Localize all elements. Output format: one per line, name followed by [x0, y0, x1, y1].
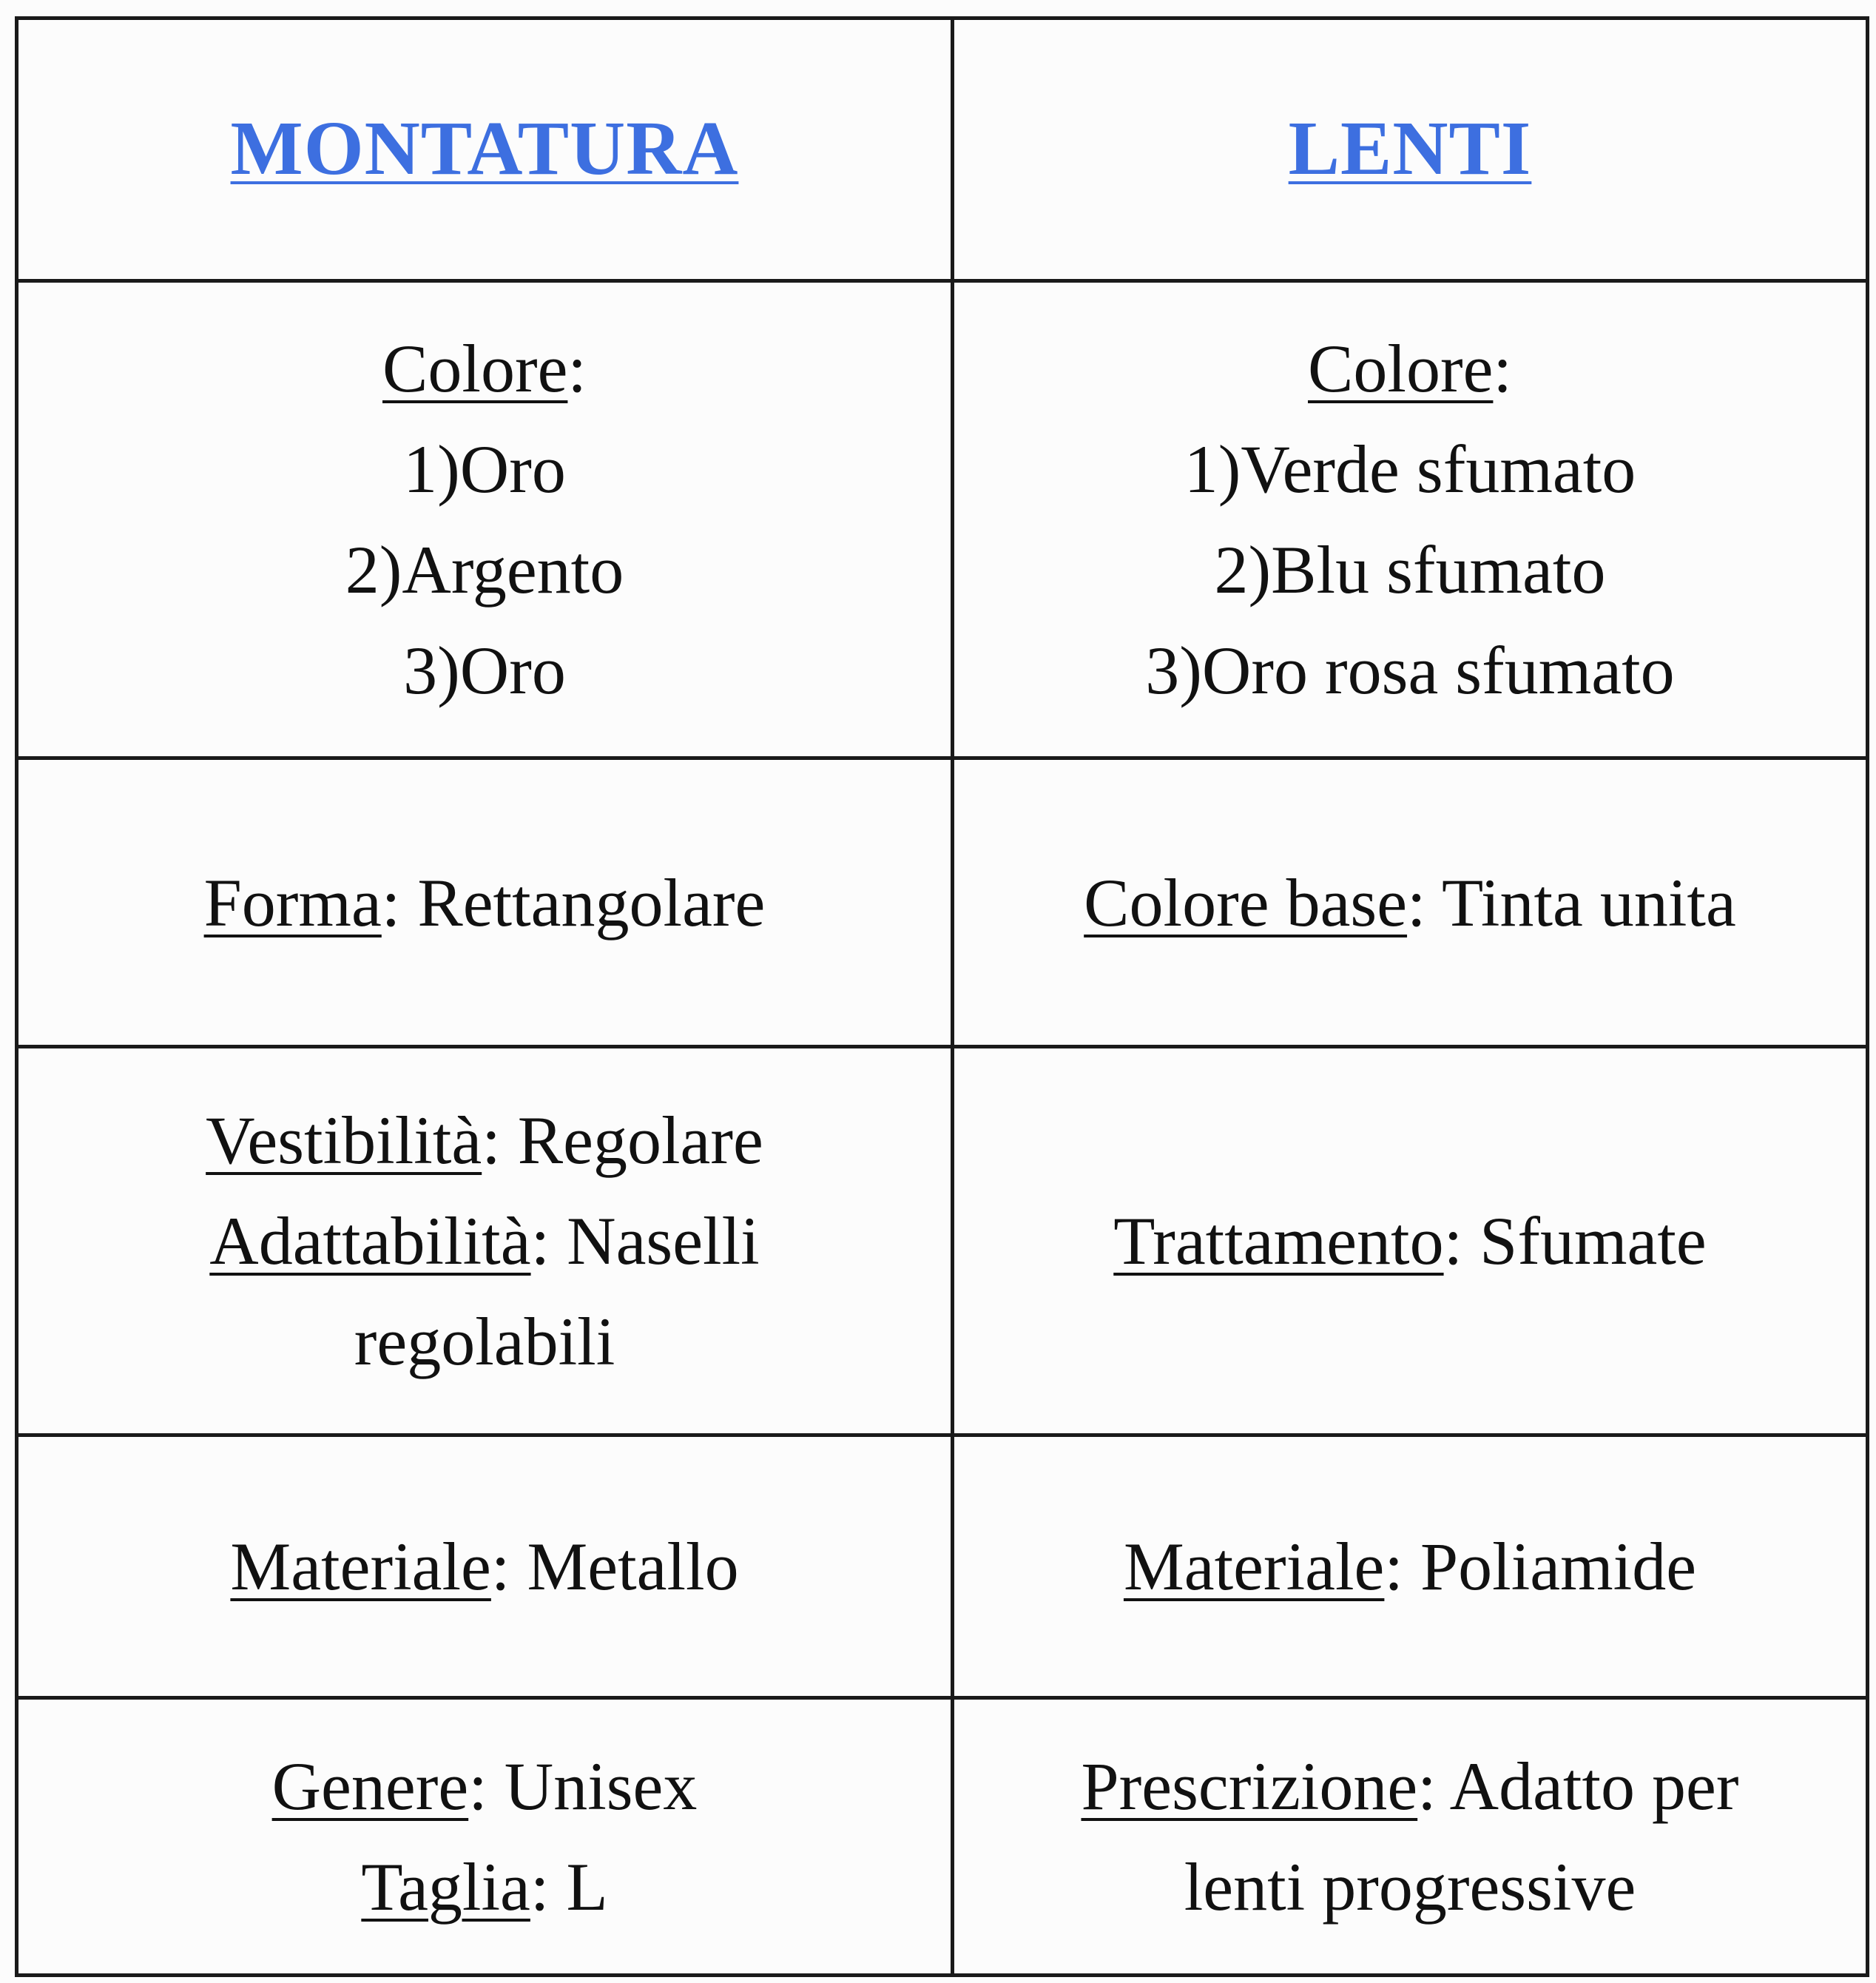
frame-size-line: Taglia: L	[361, 1849, 608, 1925]
frame-material-label: Materiale	[230, 1529, 491, 1604]
frame-material-cell: Materiale: Metallo	[17, 1435, 953, 1698]
lenses-prescription-value-1: Adatto per	[1449, 1748, 1739, 1824]
frame-gender-cell	[17, 1698, 953, 1976]
lenses-treatment-label: Trattamento	[1113, 1203, 1444, 1279]
lenses-color-1: 1)Verde sfumato	[1184, 431, 1636, 507]
lenses-material-value: Poliamide	[1420, 1529, 1697, 1604]
frame-fit-line: Vestibilità: Regolare	[206, 1102, 763, 1178]
frame-adapt-value-2: regolabili	[354, 1304, 615, 1379]
lenses-prescription-line: Prescrizione: Adatto per	[1081, 1748, 1739, 1824]
lenses-color-label: Colore	[1308, 331, 1494, 406]
lenses-color-3: 3)Oro rosa sfumato	[1145, 633, 1675, 708]
material-row	[17, 1435, 1868, 1698]
header-cell-lenses	[953, 18, 1868, 281]
frame-size-label: Taglia	[361, 1849, 530, 1925]
frame-color-title: Colore:	[382, 331, 587, 406]
frame-fit-label: Vestibilità	[206, 1102, 482, 1178]
spec-table	[15, 16, 1869, 1977]
lenses-prescription-value-2: lenti progressive	[1184, 1849, 1636, 1925]
lenses-treatment-value: Sfumate	[1479, 1203, 1707, 1279]
frame-color-3: 3)Oro	[403, 633, 566, 708]
frame-shape-value: Rettangolare	[417, 864, 766, 940]
lenses-base-cell: Colore base: Tinta unita	[953, 758, 1868, 1047]
lenses-base-label: Colore base	[1084, 864, 1408, 940]
lenses-prescription-label: Prescrizione	[1081, 1748, 1418, 1824]
lenses-header: LENTI	[1288, 105, 1532, 191]
lenses-color-2: 2)Blu sfumato	[1214, 532, 1606, 607]
frame-gender-value: Unisex	[504, 1748, 698, 1824]
frame-color-cell	[17, 281, 953, 758]
frame-color-1: 1)Oro	[403, 431, 566, 507]
frame-gender-line: Genere: Unisex	[271, 1748, 698, 1824]
frame-header: MONTATURA	[230, 105, 739, 191]
frame-adapt-value-1: Naselli	[567, 1203, 760, 1279]
frame-shape-label: Forma	[203, 864, 382, 940]
frame-color-label: Colore	[382, 331, 568, 406]
gender-row	[17, 1698, 1868, 1976]
frame-gender-label: Genere	[271, 1748, 469, 1824]
lenses-base-value: Tinta unita	[1441, 864, 1736, 940]
frame-fit-cell	[17, 1047, 953, 1435]
shape-row	[17, 758, 1868, 1047]
header-cell-frame	[17, 18, 953, 281]
fit-row	[17, 1047, 1868, 1435]
lenses-material-cell: Materiale: Poliamide	[953, 1435, 1868, 1698]
header-row	[17, 18, 1868, 281]
lenses-prescription-cell	[953, 1698, 1868, 1976]
lenses-color-cell	[953, 281, 1868, 758]
frame-adapt-line: Adattabilità: Naselli	[209, 1203, 760, 1279]
frame-material-value: Metallo	[527, 1529, 739, 1604]
frame-shape-cell: Forma: Rettangolare	[17, 758, 953, 1047]
frame-size-value: L	[566, 1849, 608, 1925]
lenses-color-title: Colore:	[1308, 331, 1512, 406]
frame-color-2: 2)Argento	[345, 532, 624, 607]
color-row	[17, 281, 1868, 758]
lenses-treatment-cell: Trattamento: Sfumate	[953, 1047, 1868, 1435]
frame-adapt-label: Adattabilità	[209, 1203, 531, 1279]
frame-fit-value: Regolare	[517, 1102, 763, 1178]
lenses-material-label: Materiale	[1123, 1529, 1385, 1604]
